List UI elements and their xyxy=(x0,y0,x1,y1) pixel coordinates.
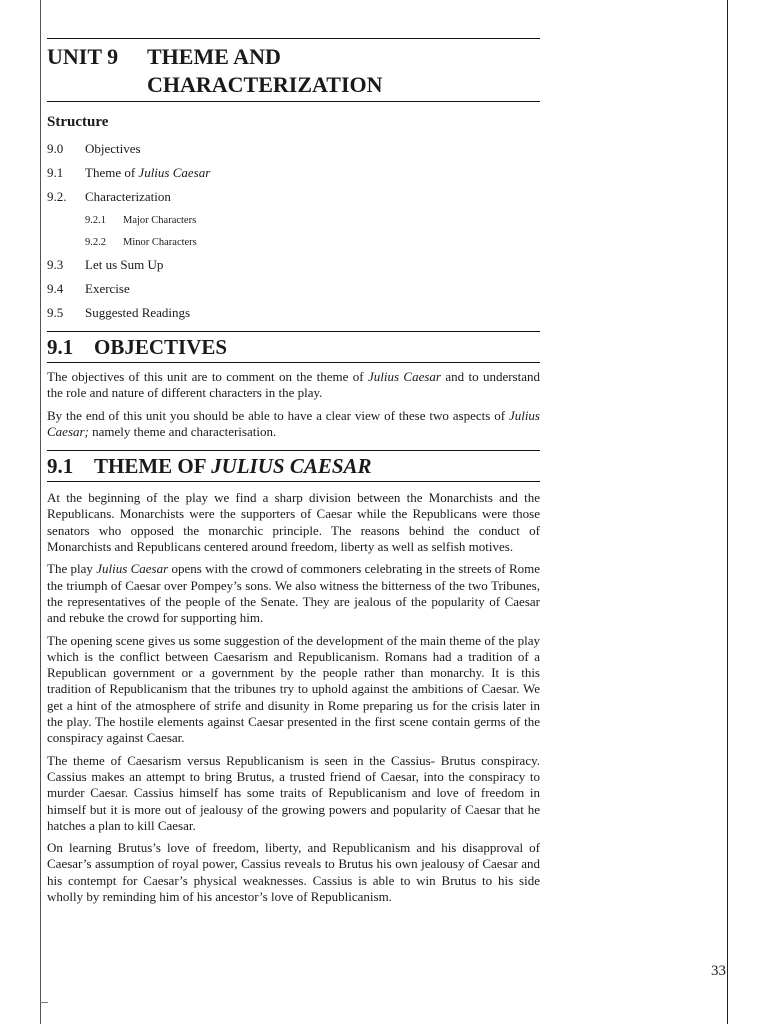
unit-heading xyxy=(47,43,540,99)
left-margin-line xyxy=(40,0,41,1024)
toc-item xyxy=(47,277,540,301)
structure-title: Structure xyxy=(47,114,109,130)
toc-number: 9.2.1 xyxy=(85,214,106,226)
theme-bottom-rule xyxy=(47,481,540,482)
toc-number: 9.2.2 xyxy=(85,236,106,248)
toc-label: Major Characters xyxy=(123,214,197,226)
section-title: OBJECTIVES xyxy=(94,335,228,359)
toc-label-prefix: Theme of xyxy=(85,165,139,180)
toc-item xyxy=(47,137,540,161)
toc-label: Objectives xyxy=(85,141,141,156)
unit-top-rule xyxy=(47,38,540,39)
toc-item xyxy=(47,185,540,209)
toc-label: Characterization xyxy=(85,189,171,204)
toc-label-italic: Julius Caesar xyxy=(138,165,211,180)
page-number: 33 xyxy=(711,963,726,979)
toc-subitem xyxy=(47,231,540,253)
theme-heading xyxy=(47,452,540,480)
unit-title xyxy=(147,43,383,99)
unit-number: UNIT 9 xyxy=(47,44,119,69)
structure-list xyxy=(47,137,540,325)
toc-number: 9.2. xyxy=(47,189,67,204)
toc-subitem xyxy=(47,209,540,231)
theme-top-rule xyxy=(47,450,540,451)
objectives-top-rule xyxy=(47,331,540,332)
objectives-paragraph-2: By the end of this unit you should be able to have a clear view of these two aspects of Julius Caesar; namely theme and characterisation. xyxy=(47,407,540,439)
toc-number: 9.3 xyxy=(47,257,64,272)
theme-paragraph-1: At the beginning of the play we find a sharp division between the Monarchists and the Republicans. Monarchists were the supporters of Caesar while the Republicans were those senators who opposed the monarchic principle. The reasons behind the conduct of Monarchists and Republicans centered around freedom, liberty as well as selfish motives. xyxy=(47,490,540,555)
theme-paragraph-3: The opening scene gives us some suggestion of the development of the main theme of the play which is the conflict between Caesarism and Republicanism. Romans had a tradition of a Republican government or a government by the people rather than monarchy. It is this tradition of Republicanism that the tribunes try to uphold against the ambitions of Caesar. We get a hint of the atmosphere of strife and disunity in Rome preparing us for the crisis later in the play. The hostile elements against Caesar presented in the first scene contain germs of the conspiracy against Caesar. xyxy=(47,632,540,746)
toc-label xyxy=(85,165,210,181)
toc-item xyxy=(47,253,540,277)
section-title: THEME OF JULIUS CAESAR xyxy=(94,454,372,479)
toc-label: Let us Sum Up xyxy=(85,257,164,272)
unit-title-line1: THEME AND xyxy=(147,44,281,69)
unit-title-line2: CHARACTERIZATION xyxy=(147,72,383,97)
unit-bottom-rule xyxy=(47,101,540,102)
objectives-bottom-rule xyxy=(47,362,540,363)
objectives-paragraph-1: The objectives of this unit are to comment on the theme of Julius Caesar and to understand the role and nature of different characters in the play. xyxy=(47,369,540,401)
objectives-heading xyxy=(47,333,540,361)
page-content xyxy=(47,38,540,911)
toc-number: 9.1 xyxy=(47,165,64,180)
margin-dash xyxy=(40,1002,48,1003)
section-number: 9.1 xyxy=(47,454,74,479)
theme-paragraph-2: The play Julius Caesar opens with the crowd of commoners celebrating in the streets of Rome the triumph of Caesar over Pompey’s sons. We also witness the bitterness of the two Tribunes, the representatives of the people of the Senate. They are jealous of the popularity of Caesar and rebuke the crowd for supporting him. xyxy=(47,561,541,626)
toc-label: Exercise xyxy=(85,281,130,296)
toc-number: 9.5 xyxy=(47,305,64,320)
toc-item xyxy=(47,301,540,325)
toc-number: 9.4 xyxy=(47,281,64,296)
toc-item xyxy=(47,161,540,185)
toc-label: Minor Characters xyxy=(123,236,197,248)
right-margin-line xyxy=(727,0,728,1024)
toc-number: 9.0 xyxy=(47,141,64,156)
theme-paragraph-5: On learning Brutus’s love of freedom, liberty, and Republicanism and his disapproval of Caesar’s assumption of royal power, Cassius reveals to Brutus his own jealousy of Caesar and his contempt for Caesar’s physical weaknesses. Cassius is able to win Brutus to his side wholly by reminding him of his ancestor’s love of Republicanism. xyxy=(47,840,540,905)
section-number: 9.1 xyxy=(47,335,74,359)
toc-label: Suggested Readings xyxy=(85,305,191,320)
theme-paragraph-4: The theme of Caesarism versus Republicanism is seen in the Cassius- Brutus conspiracy. Cassius makes an attempt to bring Brutus, a trusted friend of Caesar, into the conspiracy to murder Caesar. Cassius himself has some traits of Republicanism and love of freedom in himself but it is more out of jealousy of the growing powers and popularity of Caesar that he hatches a plan to kill Caesar. xyxy=(47,752,540,833)
